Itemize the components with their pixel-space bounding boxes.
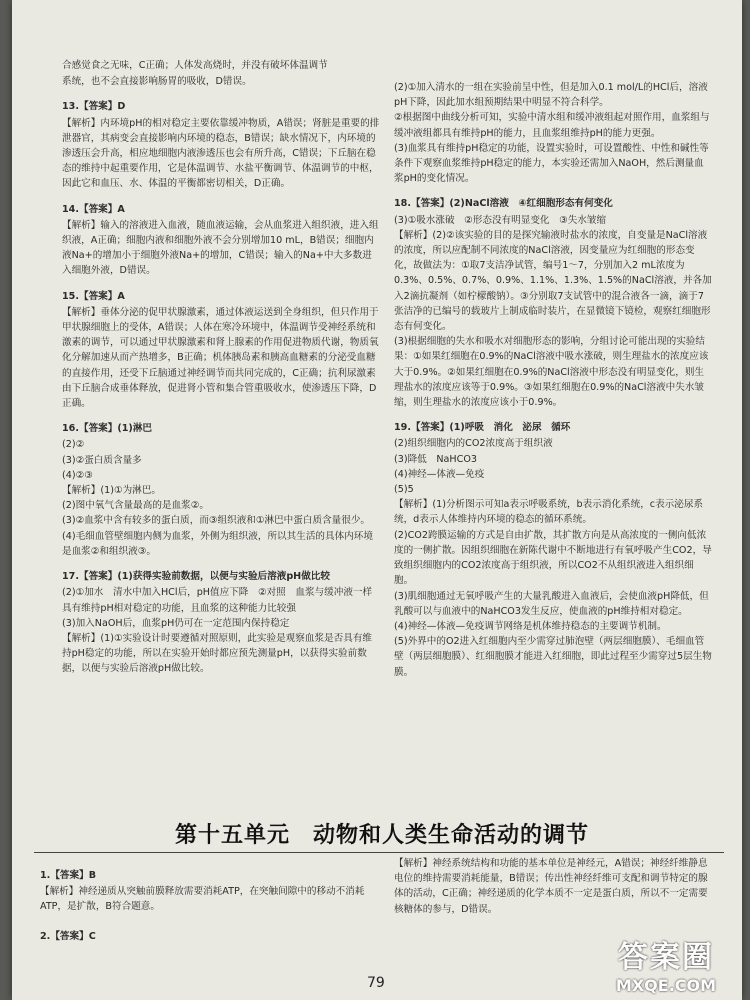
page-number: 79 [367,975,385,991]
question-18-answer: 18.【答案】(2)NaCl溶液 ④红细胞形态有何变化 [394,198,613,210]
divider [34,852,724,853]
question-19-analysis: (2)组织细胞内的CO2浓度高于组织液 (3)降低 NaHCO3 (4)神经—体液—免疫 (5)5 【解析】(1)分析图示可知a表示呼吸系统，b表示消化系统，c表示泌尿系统，d表示人体维持内环境的稳态的循环系统。 (2)CO2跨膜运输的方式是自由扩散，其扩散方向是从高浓度的一侧向低浓度的一侧扩散。因组织细胞在新陈代谢中不断地进行有氧呼吸产生CO2，导致组织细胞内的CO2浓度高于组织液，所以CO2不从组织液进入组织细胞。 (3)肌细胞通过无氧呼吸产生的大量乳酸进入血液后，会使血液pH降低，但乳酸可以与血液中的NaHCO3发生反应，使血液的pH维持相对稳定。 (4)神经—体液—免疫调节网络是机体维持稳态的主要调节机制。 (5)外界中的O2进入红细胞内至少需穿过肺泡壁（两层细胞膜）、毛细血管壁（两层细胞膜）、红细胞膜才能进入红细胞，即此过程至少需穿过5层生物膜。 [394,438,712,678]
unit-title: 第十五单元 动物和人类生命活动的调节 [174,822,589,848]
question-1-answer: 1.【答案】B [40,870,97,881]
question-1-analysis: 【解析】神经递质从突触前膜释放需要消耗ATP，在突触间隙中的移动不消耗ATP，是扩散，B符合题意。 [40,886,365,913]
question-13-answer: 13.【答案】D [62,101,126,113]
question-16-analysis: (2)② (3)②蛋白质含量多 (4)②③ 【解析】(1)①为淋巴。 (2)图中氧气含量最高的是血浆②。 (3)②血浆中含有较多的蛋白质，而③组织液和①淋巴中蛋白质含量很少。 (4)毛细血管壁细胞内侧为血浆，外侧为组织液，所以其生活的具体内环境是血浆②和组织液③。 [62,439,373,557]
question-14-analysis: 【解析】输入的溶液进入血液，随血液运输，会从血浆进入组织液，进入组织液，A正确；细胞内液和细胞外液不会分别增加10 mL，B错误；细胞内液Na+的增加小于细胞外液Na+的增加，C错误；输入的Na+中大多数进入细胞外液，D错误。 [62,219,379,277]
question-14-answer: 14.【答案】A [62,203,125,215]
question-2-answer: 2.【答案】C [40,930,96,942]
right-column [394,80,712,820]
text-line: 合感觉食之无味，C正确；人体发高烧时，并没有破坏体温调节 [62,60,328,71]
question-15-analysis: 【解析】垂体分泌的促甲状腺激素，通过体液运送到全身组织，但只作用于甲状腺细胞上的受体，A错误；人体在寒冷环境中，体温调节受神经系统和激素的调节，可以通过甲状腺激素和肾上腺素的作用促进物质代谢，物质氧化分解加速从而产热增多，B正确；机体胰岛素和胰高血糖素的分泌受血糖的直接作用，还受下丘脑通过神经调节而共同完成的，C正确；抗利尿激素由下丘脑合成垂体释放，促进肾小管和集合管重吸收水，使渗透压下降，D正确。 [62,306,379,410]
left-column [62,58,380,818]
question-19-answer: 19.【答案】(1)呼吸 消化 泌尿 循环 [394,422,571,434]
question-1-right-analysis: 【解析】神经系统结构和功能的基本单位是神经元，A错误；神经纤维静息电位的维持需要消耗能量，B错误；传出性神经纤维可支配和调节特定的腺体的活动，C正确；神经递质的化学本质不一定是蛋白质，所以不一定需要核糖体的参与，D错误。 [394,858,708,915]
watermark-logo: 答案圈 MXQE.COM [615,940,717,995]
question-16-answer: 16.【答案】(1)淋巴 [62,423,153,435]
text-line: 系统，也不会直接影响肠胃的吸收，D错误。 [62,76,252,88]
question-18-analysis: (3)①吸水涨破 ②形态没有明显变化 ③失水皱缩 【解析】(2)②该实验的目的是探究输液时盐水的浓度，自变量是NaCl溶液的浓度，所以应配制不同浓度的NaCl溶液，因变量应为红细胞的形态变化，故做法为：①取7支洁净试管，编号1～7，分别加入2 mL浓度为0.3%、0.5%、0.7%、0.9%、1.1%、1.3%、1.5%的NaCl溶液，并各加入2滴抗凝剂（如柠檬酸钠）。③分别取7支试管中的混合液各一滴，滴于7张洁净的已编号的载玻片上制成临时装片，在显微镜下镜检，观察红细胞形态有何变化。 (3)根据细胞的失水和吸水对细胞形态的影响，分组讨论可能出现的实验结果：①如果红细胞在0.9%的NaCl溶液中吸水涨破，则生理盐水的浓度应该大于0.9%。②如果红细胞在0.9%的NaCl溶液中形态没有明显变化，则生理盐水的浓度应该等于0.9%。③如果红细胞在0.9%的NaCl溶液中失水皱缩，则生理盐水的浓度应该小于0.9%。 [394,214,712,409]
page [12,0,742,1000]
question-17-analysis: (2)①加水 清水中加入HCl后，pH值应下降 ②对照 血浆与缓冲液一样具有维持pH相对稳定的功能，且血浆的这种能力比较强 (3)加入NaOH后，血浆pH仍可在一定范围内保持稳定 【解析】(1)①实验设计时要遵循对照原则，此实验是观察血浆是否具有维持pH稳定的功能，所以在实验开始时都应预先测量pH，以获得实验前数据，以便与实验后溶液pH做比较。 [62,587,373,675]
question-17-continued: (2)①加入清水的一组在实验前呈中性，但是加入0.1 mol/L的HCl后，溶液pH下降，因此加水组预期结果中明显不符合科学。 ②根据图中曲线分析可知，实验中清水组和缓冲液组起对照作用，血浆组与缓冲液组都具有维持pH的能力，且血浆组维持pH的能力更强。 (3)血浆具有维持pH稳定的功能，设置实验时，可设置酸性、中性和碱性等条件下观察血浆维持pH稳定的能力，本实验还需加入NaOH，然后测量血浆pH的变化情况。 [394,82,710,185]
question-17-answer: 17.【答案】(1)获得实验前数据，以便与实验后溶液pH做比较 [62,571,330,583]
unit-left-column [40,868,370,968]
question-13-analysis: 【解析】内环境pH的相对稳定主要依靠缓冲物质，A错误；肾脏是重要的排泄器官，其病变会直接影响内环境的稳态，B错误；缺水情况下，内环境的渗透压会升高，相应地细胞内液渗透压也会有所升高，C错误；下丘脑在稳态的维持中起重要作用，它是体温调节、水盐平衡调节、体温调节的中枢，因此它和血压、水、体温的平衡都密切相关，D正确。 [62,117,380,190]
question-15-answer: 15.【答案】A [62,290,125,302]
